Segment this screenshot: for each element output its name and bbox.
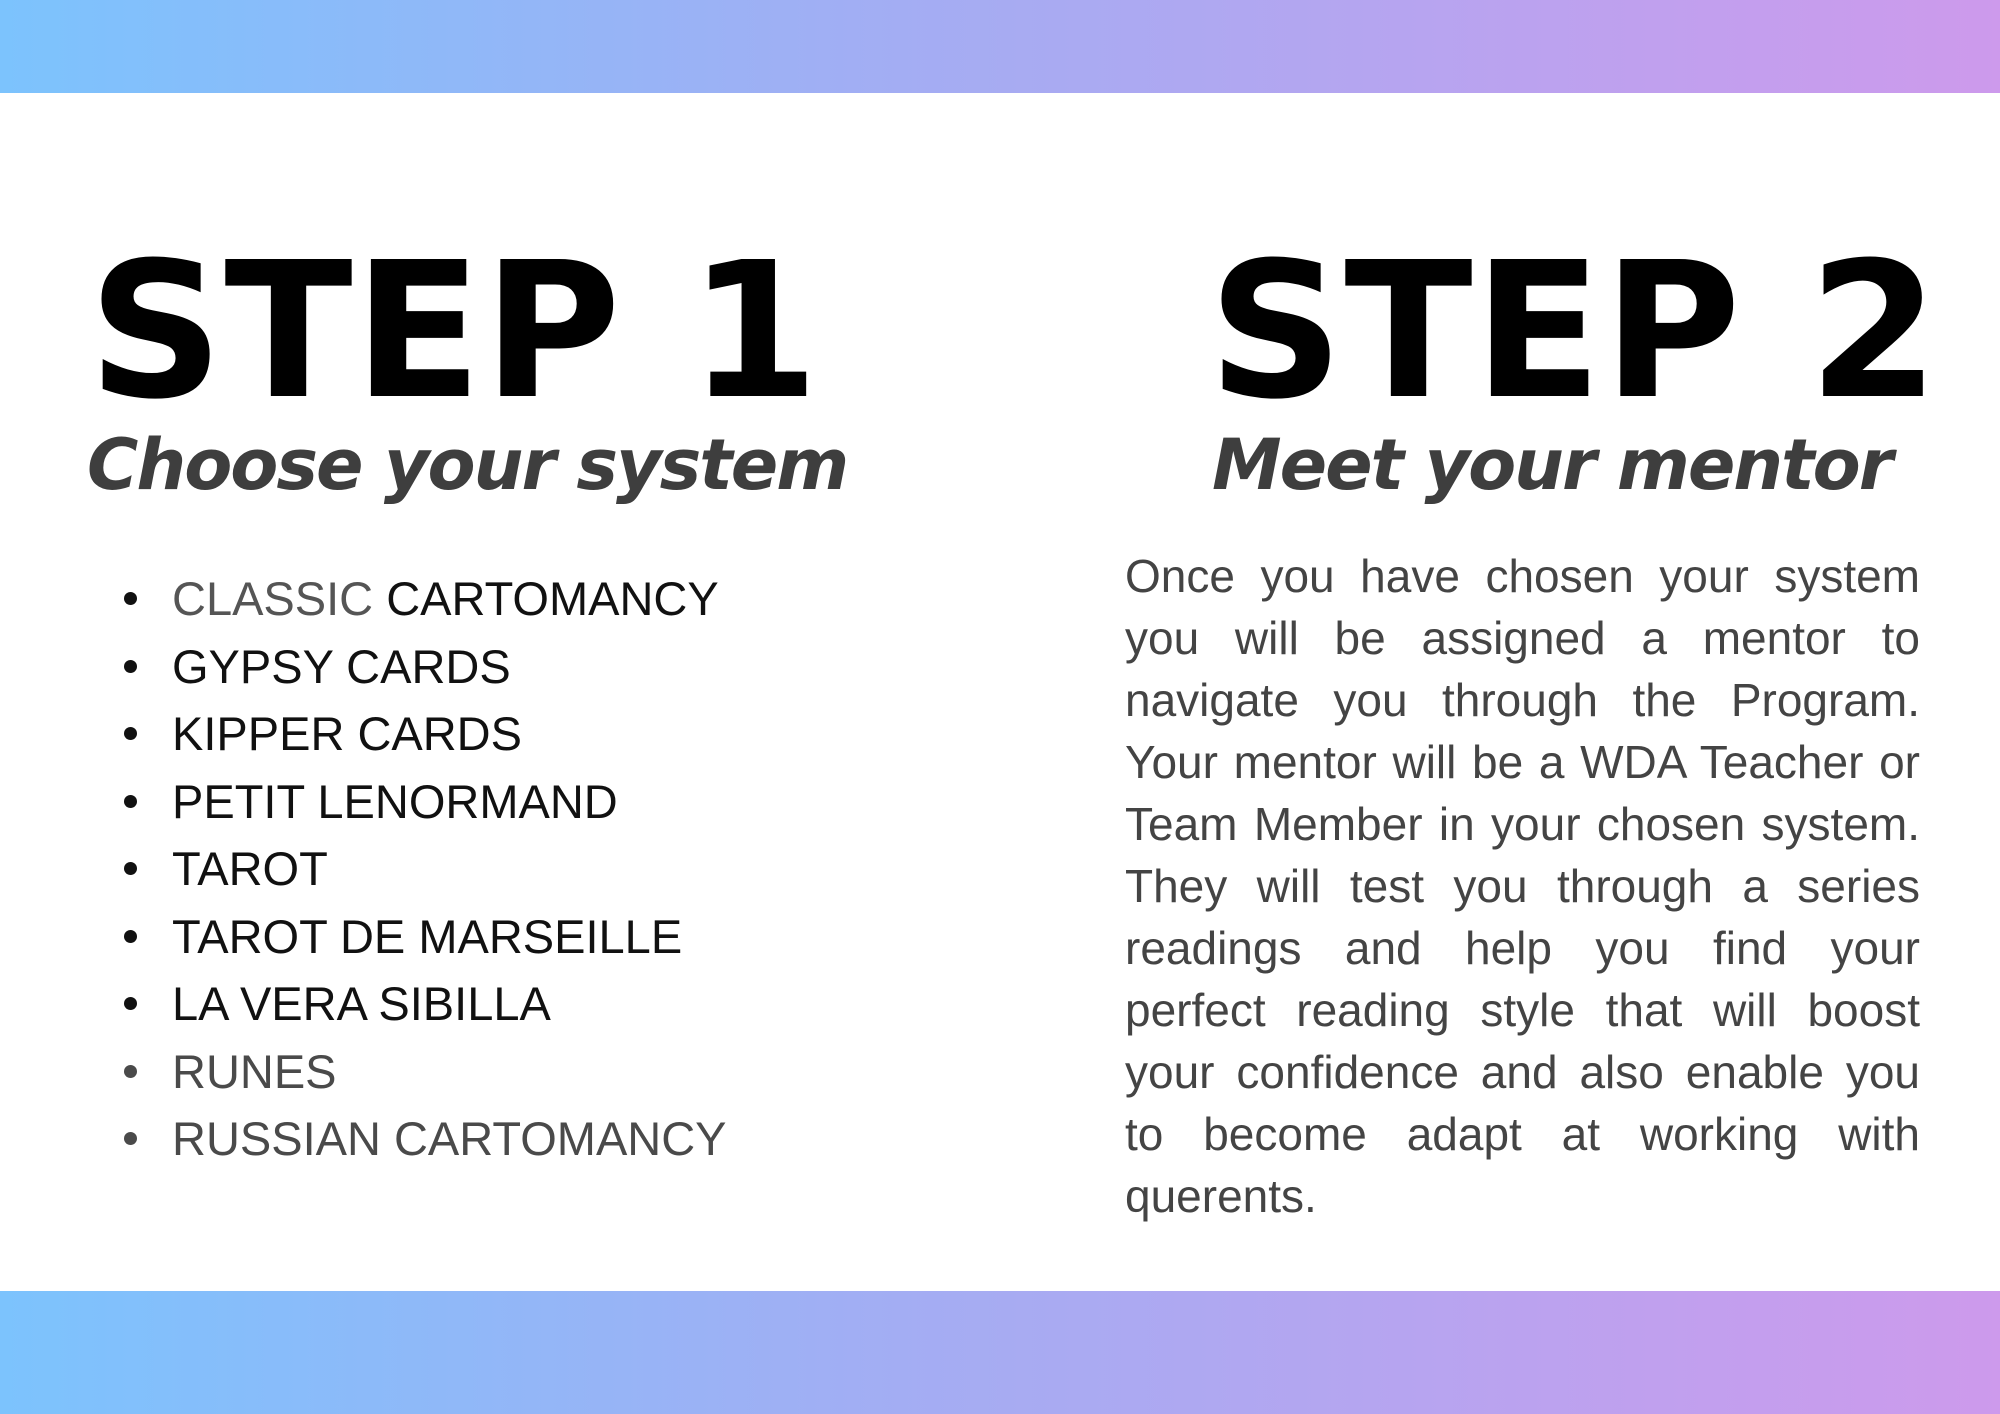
- list-item-label: TAROT DE MARSEILLE: [172, 909, 683, 963]
- list-item-label: PETIT LENORMAND: [172, 774, 618, 828]
- systems-list: [120, 565, 727, 1173]
- bullet-icon: [124, 1065, 137, 1078]
- list-item-label: RUNES: [172, 1044, 337, 1098]
- bullet-icon: [124, 727, 137, 740]
- bullet-icon: [124, 592, 137, 605]
- list-item-label: LA VERA SIBILLA: [172, 977, 551, 1030]
- step-2-subtitle: Meet your mentor: [1212, 424, 1892, 506]
- list-item-label: CARTOMANCY: [386, 572, 719, 625]
- list-item-la-vera-sibilla: [120, 970, 727, 1038]
- bullet-icon: [124, 930, 137, 943]
- list-item-prefix: CLASSIC: [172, 572, 387, 625]
- bullet-icon: [124, 1132, 137, 1145]
- mentor-description: Once you have chosen your system you will be assigned a mentor to navigate you through the Program. Your mentor will be a WDA Teacher or Team Member in your chosen system. They will test you through a series readings and help you find your perfect reading style that will boost your confidence and also enable you to become adapt at working with querents.: [1125, 550, 1920, 1222]
- step-2-title: STEP 2: [1208, 222, 1941, 441]
- bullet-icon: [124, 795, 137, 808]
- list-item-russian-cartomancy: [120, 1105, 727, 1173]
- list-item-gypsy-cards: [120, 633, 727, 701]
- bullet-icon: [124, 862, 137, 875]
- step-1-title: STEP 1: [88, 222, 821, 441]
- list-item-label: KIPPER CARDS: [172, 707, 522, 760]
- list-item-runes: [120, 1038, 727, 1106]
- step-1-subtitle: Choose your system: [87, 424, 848, 506]
- bottom-gradient-band: [0, 1291, 2000, 1414]
- list-item-kipper-cards: [120, 700, 727, 768]
- list-item-label: RUSSIAN CARTOMANCY: [172, 1112, 727, 1165]
- list-item-label: TAROT: [172, 842, 328, 895]
- bullet-icon: [124, 660, 137, 673]
- list-item-tarot-de-marseille: [120, 903, 727, 971]
- list-item-classic-cartomancy: [120, 565, 727, 633]
- bullet-icon: [124, 997, 137, 1010]
- list-item-tarot: [120, 835, 727, 903]
- list-item-label: GYPSY CARDS: [172, 639, 511, 693]
- list-item-petit-lenormand: [120, 768, 727, 836]
- top-gradient-band: [0, 0, 2000, 93]
